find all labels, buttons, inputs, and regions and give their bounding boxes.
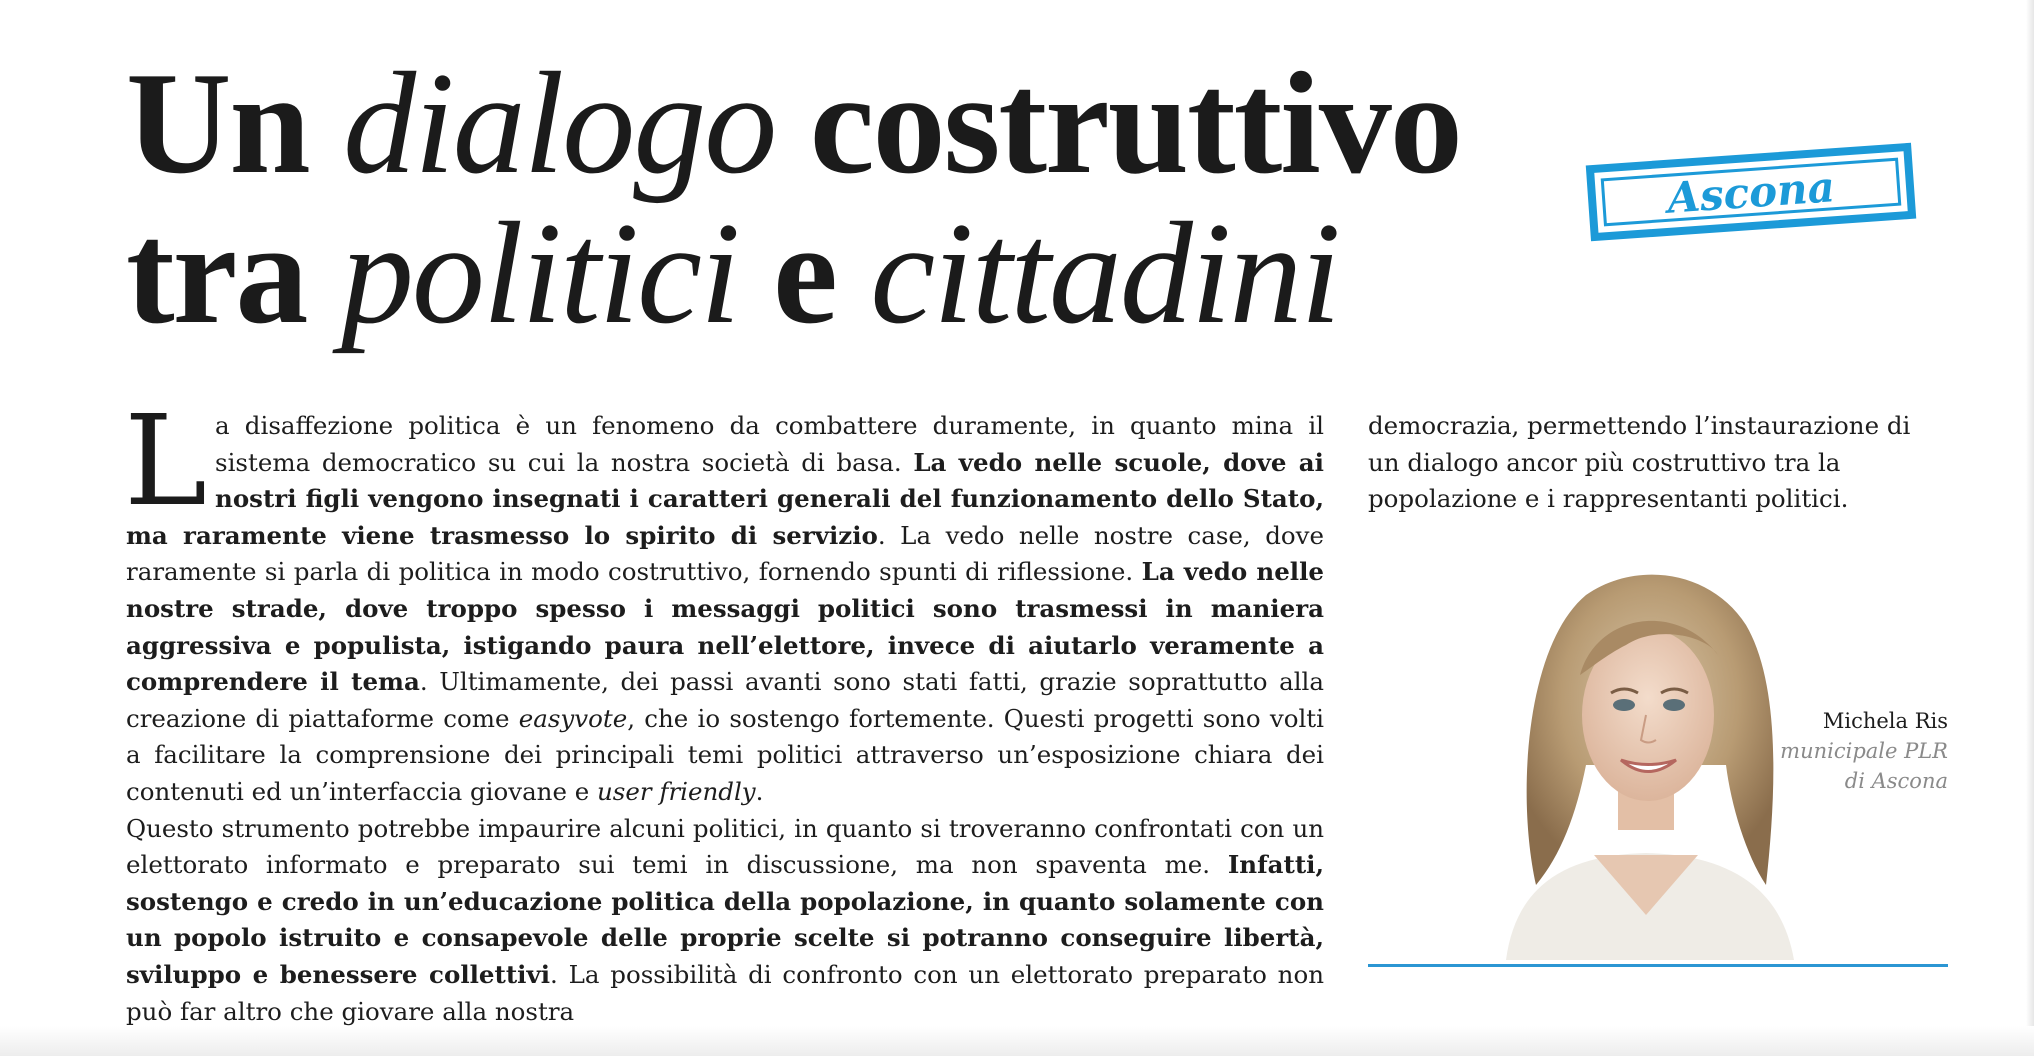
- page-edge-shadow: [2026, 0, 2034, 1056]
- page-bottom-shadow: [0, 1026, 2034, 1056]
- article-paragraph-2: Questo strumento potrebbe impaurire alcuni politici, in quanto si troveranno confrontati con un elettorato informato e preparato sui temi in discussione, ma non spaventa me. Infatti, sostengo e credo in un’educazione politica della popolazione, in quanto solamente con un popolo istruito e consapevole delle proprie scelte si potranno conseguire libertà, sviluppo e benessere collettivi. La possibilità di confronto con un elettorato preparato non può far altro che giovare alla nostra: [126, 813, 1324, 1026]
- author-portrait: [1476, 555, 1816, 965]
- headline-line-2: tra politici e cittadini: [126, 192, 1339, 354]
- article-body-column-1: [124, 389, 1325, 1030]
- caption-rule: [1368, 964, 1948, 967]
- article-headline: [126, 42, 1461, 354]
- article-body-column-2: democrazia, permettendo l’instaurazione di un dialogo ancor più costruttivo tra la popolazione e i rappresentanti politici.: [1368, 411, 1911, 514]
- author-caption: [1780, 706, 1948, 796]
- location-stamp: [1586, 143, 1917, 242]
- author-role: municipale PLR: [1780, 739, 1948, 763]
- article-paragraph-1: La disaffezione politica è un fenomeno da combattere duramente, in quanto mina il sistema democratico su cui la nostra società di basa. La vedo nelle scuole, dove ai nostri figli vengono insegnati i caratteri generali del funzionamento dello Stato, ma raramente viene trasmesso lo spirito di servizio. La vedo nelle nostre case, dove raramente si parla di politica in modo costruttivo, fornendo spunti di riflessione. La vedo nelle nostre strade, dove troppo spesso i messaggi politici sono trasmessi in maniera aggressiva e populista, istigando paura nell’elettore, invece di aiutarlo veramente a comprendere il tema. Ultimamente, dei passi avanti sono stati fatti, grazie soprattutto alla creazione di piattaforme come easyvote, che io sostengo fortemente. Questi progetti sono volti a facilitare la comprensione dei principali temi politici attraverso un’esposizione chiara dei contenuti ed un’interfaccia giovane e user friendly.: [124, 389, 1325, 806]
- stamp-label: Ascona: [1665, 161, 1837, 223]
- author-name: Michela Ris: [1822, 709, 1948, 733]
- headline-line-1: Un dialogo costruttivo: [126, 42, 1461, 204]
- drop-cap: L: [124, 389, 208, 534]
- author-location: di Ascona: [1844, 769, 1948, 793]
